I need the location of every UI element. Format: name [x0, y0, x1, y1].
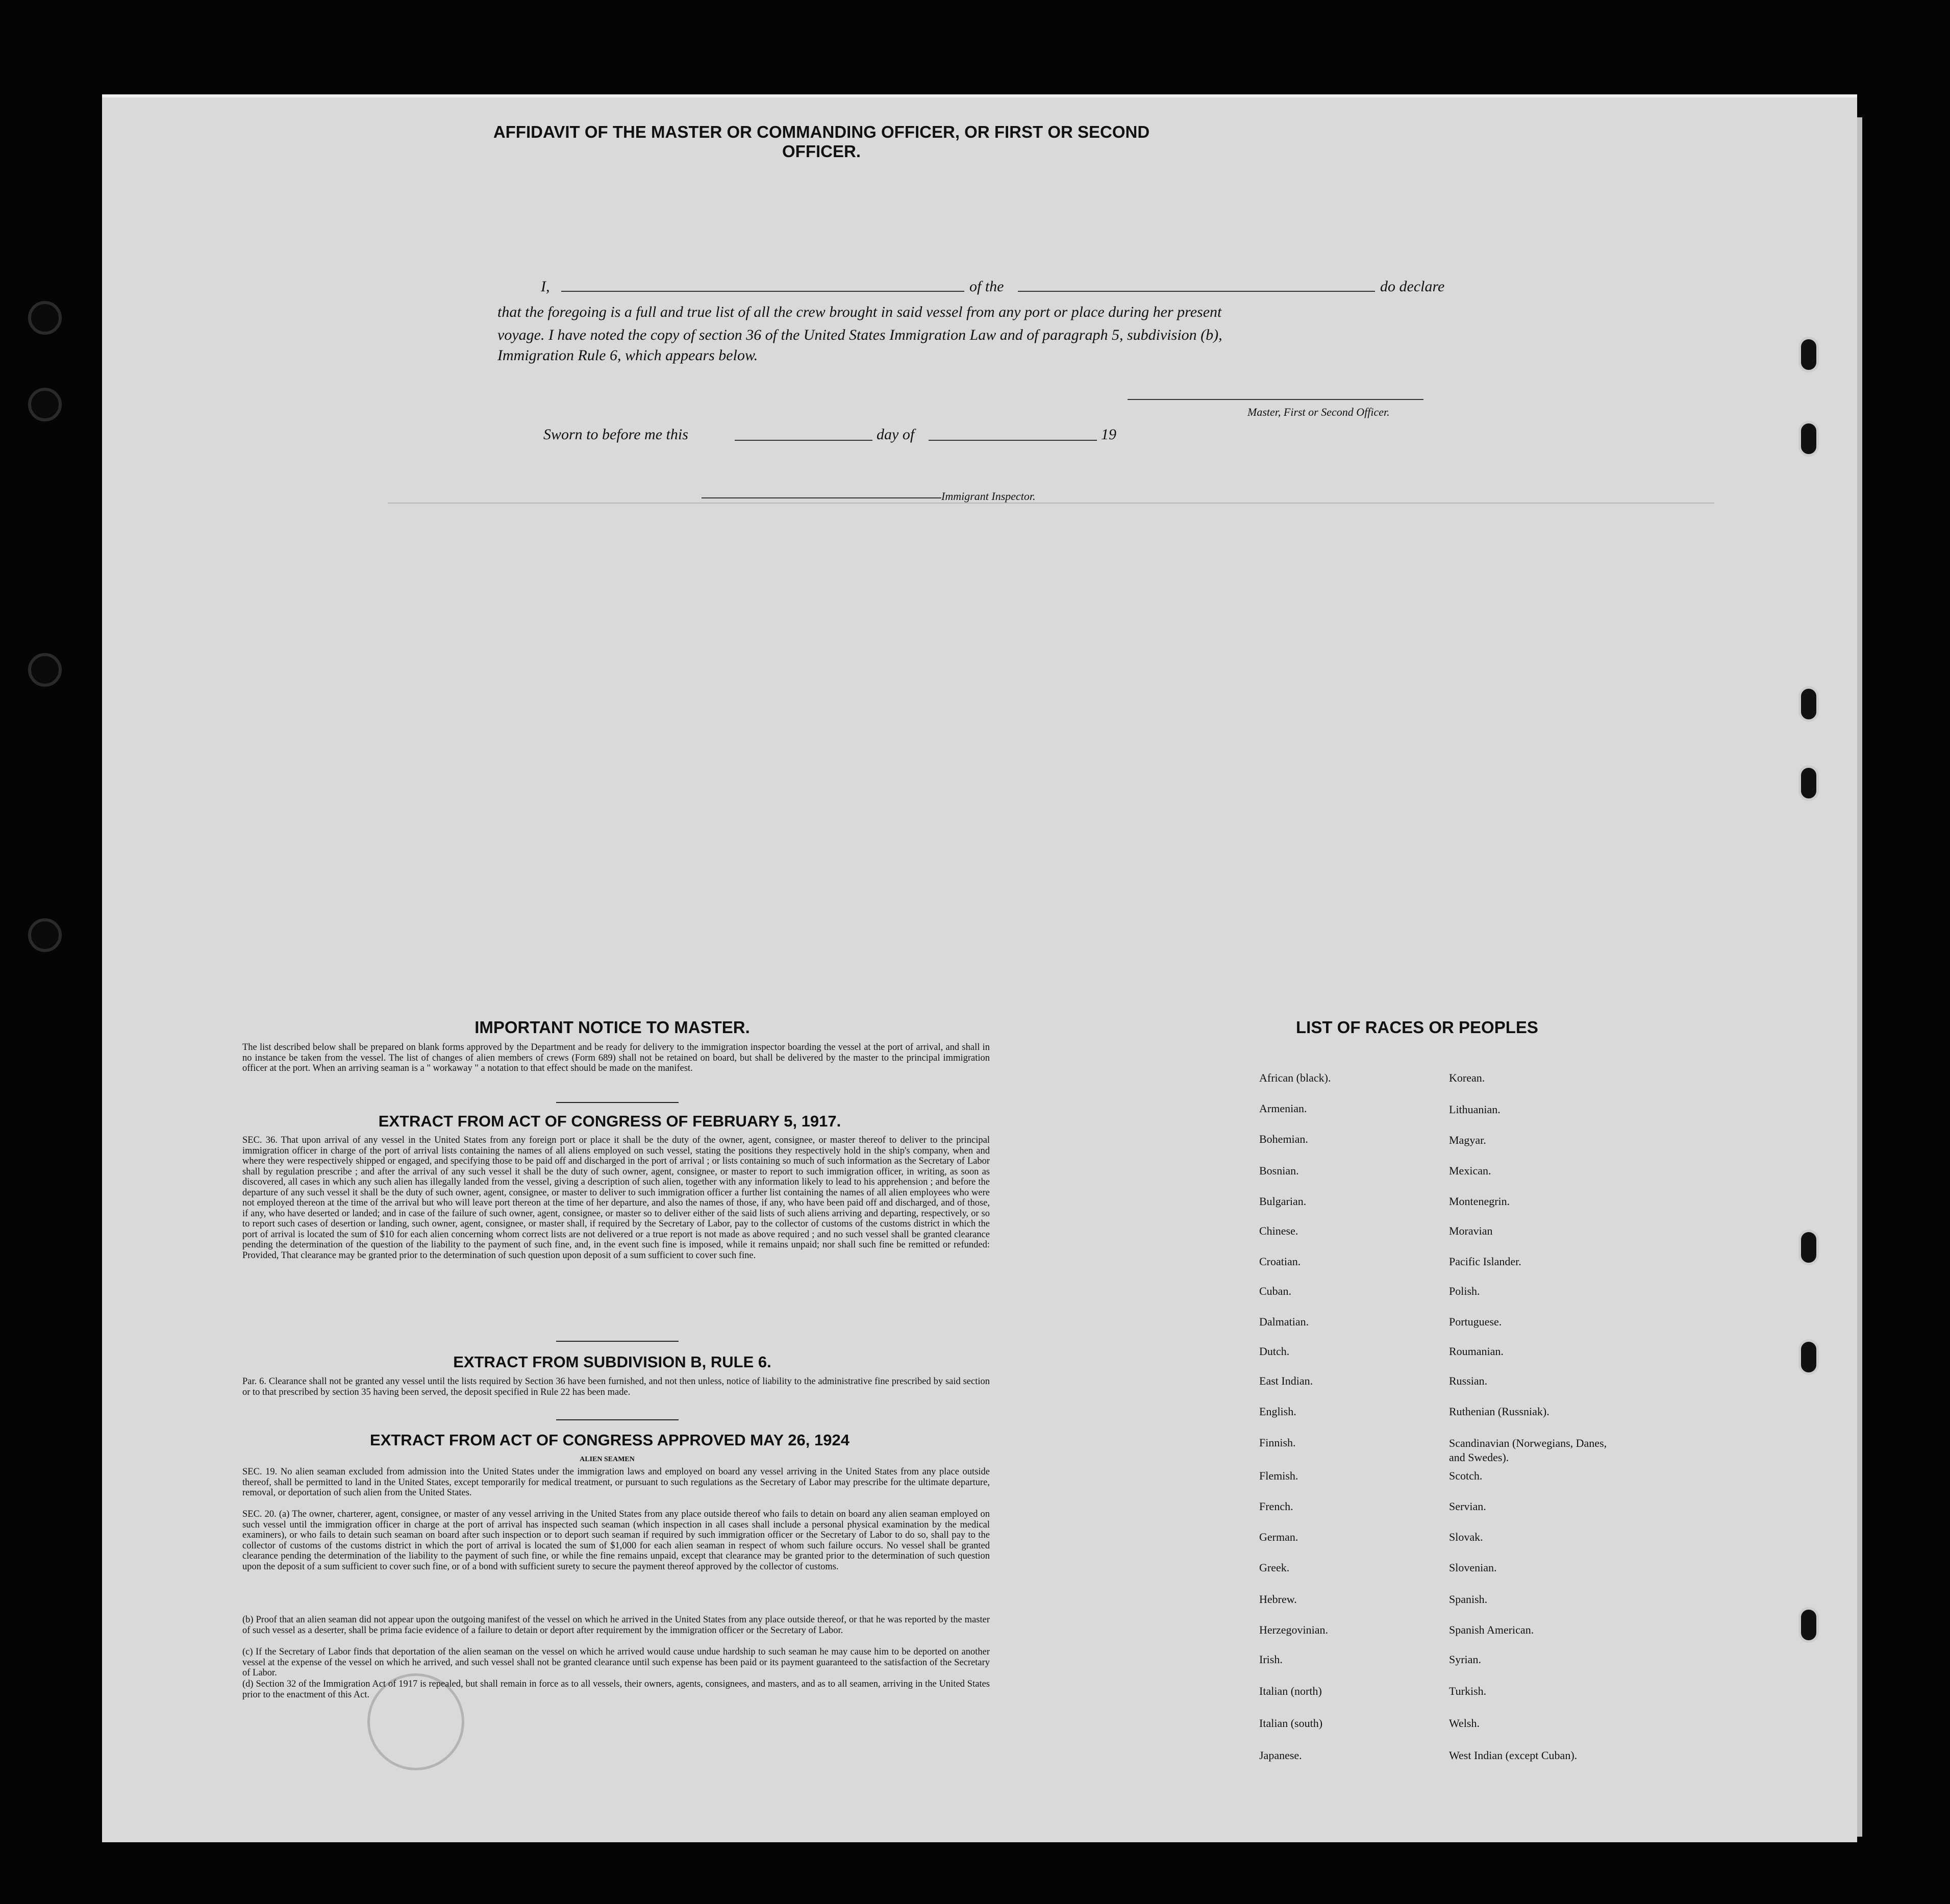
race-item: Hebrew. [1259, 1593, 1297, 1606]
race-item: Flemish. [1259, 1469, 1298, 1482]
race-item: Spanish. [1449, 1593, 1488, 1606]
race-item: East Indian. [1259, 1374, 1313, 1387]
race-item: Scotch. [1449, 1469, 1483, 1482]
extract-1924-subtitle: ALIEN SEAMEN [580, 1456, 635, 1463]
race-item: Montenegrin. [1449, 1195, 1510, 1208]
year-label: 19 [1101, 426, 1116, 443]
bleed-through-text [388, 503, 1714, 963]
month-line [929, 440, 1097, 441]
divider [556, 1341, 679, 1342]
race-item: Korean. [1449, 1071, 1485, 1084]
race-item: Slovak. [1449, 1531, 1483, 1543]
race-item: Magyar. [1449, 1134, 1486, 1146]
race-item: Bosnian. [1259, 1164, 1299, 1177]
binder-ring [1798, 1230, 1819, 1265]
declaration-line-2: voyage. I have noted the copy of section 36 of the United States Immigration Law and of paragraph 5, subdivision (b), [497, 327, 1222, 343]
race-item: Finnish. [1259, 1436, 1296, 1449]
binder-hole [28, 918, 62, 952]
race-item: French. [1259, 1500, 1293, 1513]
race-item: Dalmatian. [1259, 1315, 1309, 1328]
binder-ring [1798, 421, 1819, 457]
race-item: Croatian. [1259, 1255, 1301, 1268]
race-item: Chinese. [1259, 1224, 1298, 1237]
extract-1917-text: SEC. 36. That upon arrival of any vessel in the United States from any foreign port or place it shall be the duty of the owner, agent, consignee, or master thereof to deliver to the principal immigration officer in charge of the port of arrival lists containing the names of all aliens employed on such vessel, stating the positions they respectively hold in the ship's company, when and where they were respectively shipped or engaged, and specifying those to be paid off and discharged in the port of arrival ; or lists containing so much of such information as the Secretary of Labor shall by regulation prescribe ; and after the arrival of any such vessel it shall be the duty of such owner, agent, consignee, or master to report to such immigration officer, in writing, as soon as discovered, all cases in which any such alien has illegally landed from the vessel, giving a description of such alien, together with any information likely to lead to his apprehension ; and before the departure of any such vessel it shall be the duty of such owner, agent, consignee, or master to deliver to such immigration officer a further list containing the names of all alien employees who were not employed thereon at the time of the arrival but who will leave port thereon at the time of her departure, and also the names of those, if any, who have been paid off and discharged, and of those, if any, who have deserted or landed; and in case of the failure of such owner, agent, consignee, or master so to deliver either of the said lists of such aliens arriving and departing, respectively, or so to report such cases of desertion or landing, such owner, agent, consignee, or master shall, if required by the Secretary of Labor, pay to the collector of customs of the customs district in which the port of arrival is located the sum of $10 for each alien concerning whom correct lists are not delivered or a true report is not made as above required ; and no such vessel shall be granted clearance pending the determination of the question of the liability to the payment of such fine, and, in the event such fine is imposed, while it remains unpaid; nor shall such fine be remitted or refunded: Provided, That clearance may be granted prior to the determination of such question upon deposit of a sum sufficient to cover such fine. [242, 1135, 990, 1261]
vessel-line [1018, 291, 1375, 292]
race-item: Turkish. [1449, 1685, 1487, 1697]
day-of-label: day of [877, 426, 915, 443]
declaration-line-1: that the foregoing is a full and true list of all the crew brought in said vessel from any port or place during her present [497, 304, 1222, 320]
inspector-caption: Immigrant Inspector. [941, 490, 1036, 503]
declaration-line-3: Immigration Rule 6, which appears below. [497, 347, 758, 364]
extract-rule6-title: EXTRACT FROM SUBDIVISION B, RULE 6. [453, 1353, 771, 1371]
race-item: Herzegovinian. [1259, 1623, 1328, 1636]
race-item: Armenian. [1259, 1102, 1307, 1115]
race-item: Japanese. [1259, 1749, 1302, 1762]
race-item: Scandinavian (Norwegians, Danes, and Swedes). [1449, 1437, 1607, 1464]
race-item: African (black). [1259, 1071, 1331, 1084]
divider [556, 1419, 679, 1420]
race-item: Bulgarian. [1259, 1195, 1307, 1208]
extract-1917-title: EXTRACT FROM ACT OF CONGRESS OF FEBRUARY 5, 1917. [378, 1112, 841, 1130]
binder-ring [1798, 686, 1819, 722]
race-item: Cuban. [1259, 1285, 1291, 1297]
race-item: Servian. [1449, 1500, 1486, 1513]
race-item: Mexican. [1449, 1164, 1491, 1177]
master-signature-line [1128, 399, 1423, 400]
race-item: Irish. [1259, 1653, 1283, 1666]
race-item: German. [1259, 1531, 1298, 1543]
affidavit-i-label: I, [541, 278, 550, 295]
race-item: West Indian (except Cuban). [1449, 1749, 1578, 1762]
binder-ring [1798, 1339, 1819, 1375]
inspector-signature-line [702, 497, 941, 498]
sec20a-text: SEC. 20. (a) The owner, charterer, agent, consignee, or master of any vessel arriving in the United States from any place outside thereof who fails to detain on board any alien seaman employed on such vessel until the immigration officer in charge at the port of arrival has inspected such seaman (which inspection in all cases shall include a personal physical examination by the medical examiners), or who fails to detain such seaman on board after such inspection or to deport such seaman if required by such immigration officer or the Secretary of Labor to do so, shall pay to the collector of customs of the customs district in which the port of arrival is located the sum of $1,000 for each alien seaman in respect of whom such failure occurs. No vessel shall be granted clearance pending the determination of the liability to the payment of such fine, or while the fine remains unpaid, except that clearance may be granted prior to the determination of such question upon the deposit of a sum sufficient to cover such fine, or of a bond with sufficient surety to secure the payment thereof approved by the collector of customs. [242, 1509, 990, 1572]
of-the-label: of the [969, 278, 1004, 295]
binder-ring [1798, 765, 1819, 801]
do-declare-label: do declare [1380, 278, 1445, 295]
race-item: Dutch. [1259, 1345, 1290, 1358]
race-item: Slovenian. [1449, 1561, 1497, 1574]
master-caption: Master, First or Second Officer. [1247, 406, 1390, 418]
sworn-label: Sworn to before me this [543, 426, 688, 443]
sworn-day-line [735, 440, 872, 441]
race-item: Roumanian. [1449, 1345, 1504, 1358]
race-item: Lithuanian. [1449, 1103, 1501, 1116]
document-page [102, 94, 1857, 1842]
binder-hole [28, 301, 62, 335]
sec20c-text: (c) If the Secretary of Labor finds that deportation of the alien seaman on the vessel on which he arrived would cause undue hardship to such seaman he may cause him to be deported on another vessel at the expense of the vessel on which he arrived, and such vessel shall not be granted clearance until such expense has been paid or its payment guaranteed to the satisfaction of the Secretary of Labor. [242, 1647, 990, 1678]
page-right-edge [1857, 117, 1862, 1837]
binder-hole [28, 388, 62, 421]
race-item: Syrian. [1449, 1653, 1481, 1666]
name-line [561, 291, 964, 292]
race-item: Russian. [1449, 1374, 1488, 1387]
binder-ring [1798, 337, 1819, 372]
race-item: Moravian [1449, 1224, 1493, 1237]
binder-hole [28, 653, 62, 687]
races-title: LIST OF RACES OR PEOPLES [1296, 1018, 1538, 1037]
notice-title: IMPORTANT NOTICE TO MASTER. [474, 1018, 750, 1037]
race-item: Greek. [1259, 1561, 1290, 1574]
affidavit-title: AFFIDAVIT OF THE MASTER OR COMMANDING OFFICER, OR FIRST OR SECOND OFFICER. [493, 122, 1150, 161]
notice-text: The list described below shall be prepared on blank forms approved by the Department and be ready for delivery to the immigration inspector boarding the vessel at the port of arrival, and shall in no instance be taken from the vessel. The list of changes of alien members of crews (Form 689) shall not be retained on board, but shall be delivered by the master to the principal immigration officer at the port. When an arriving seaman is a " workaway " a notation to that effect should be made on the manifest. [242, 1042, 990, 1073]
extract-1924-title: EXTRACT FROM ACT OF CONGRESS APPROVED MAY 26, 1924 [370, 1431, 849, 1449]
race-item: Polish. [1449, 1285, 1480, 1297]
race-item: Welsh. [1449, 1717, 1480, 1730]
race-item: English. [1259, 1405, 1296, 1418]
divider [556, 1102, 679, 1103]
race-item: Pacific Islander. [1449, 1255, 1521, 1268]
race-item: Portuguese. [1449, 1315, 1502, 1328]
race-item: Spanish American. [1449, 1623, 1534, 1636]
race-item: Bohemian. [1259, 1133, 1308, 1145]
sec20d-text: (d) Section 32 of the Immigration Act of 1917 is repealed, but shall remain in force as to all vessels, their owners, agents, consignees, and masters, and as to all seamen, arriving in the United States prior to the enactment of this Act. [242, 1679, 990, 1700]
sec20b-text: (b) Proof that an alien seaman did not appear upon the outgoing manifest of the vessel on which he arrived in the United States from any place outside thereof, or that he was reported by the master of such vessel as a deserter, shall be prima facie evidence of a failure to detain or deport after requirement by the immigration officer or the Secretary of Labor. [242, 1615, 990, 1636]
race-item: Italian (south) [1259, 1717, 1323, 1730]
extract-rule6-text: Par. 6. Clearance shall not be granted any vessel until the lists required by Section 36 have been furnished, and not then unless, notice of liability to the administrative fine prescribed by said section or to that prescribed by section 35 having been served, the deposit specified in Rule 22 has been made. [242, 1376, 990, 1397]
race-item: Italian (north) [1259, 1685, 1322, 1697]
sec19-text: SEC. 19. No alien seaman excluded from admission into the United States under the immigration laws and employed on board any vessel arriving in the United States from any place outside thereof, shall be permitted to land in the United States, except temporarily for medical treatment, or pursuant to such regulations as the Secretary of Labor may prescribe for the ultimate departure, removal, or deportation of such alien from the United States. [242, 1467, 990, 1498]
binder-ring [1798, 1607, 1819, 1643]
race-item: Ruthenian (Russniak). [1449, 1405, 1549, 1418]
